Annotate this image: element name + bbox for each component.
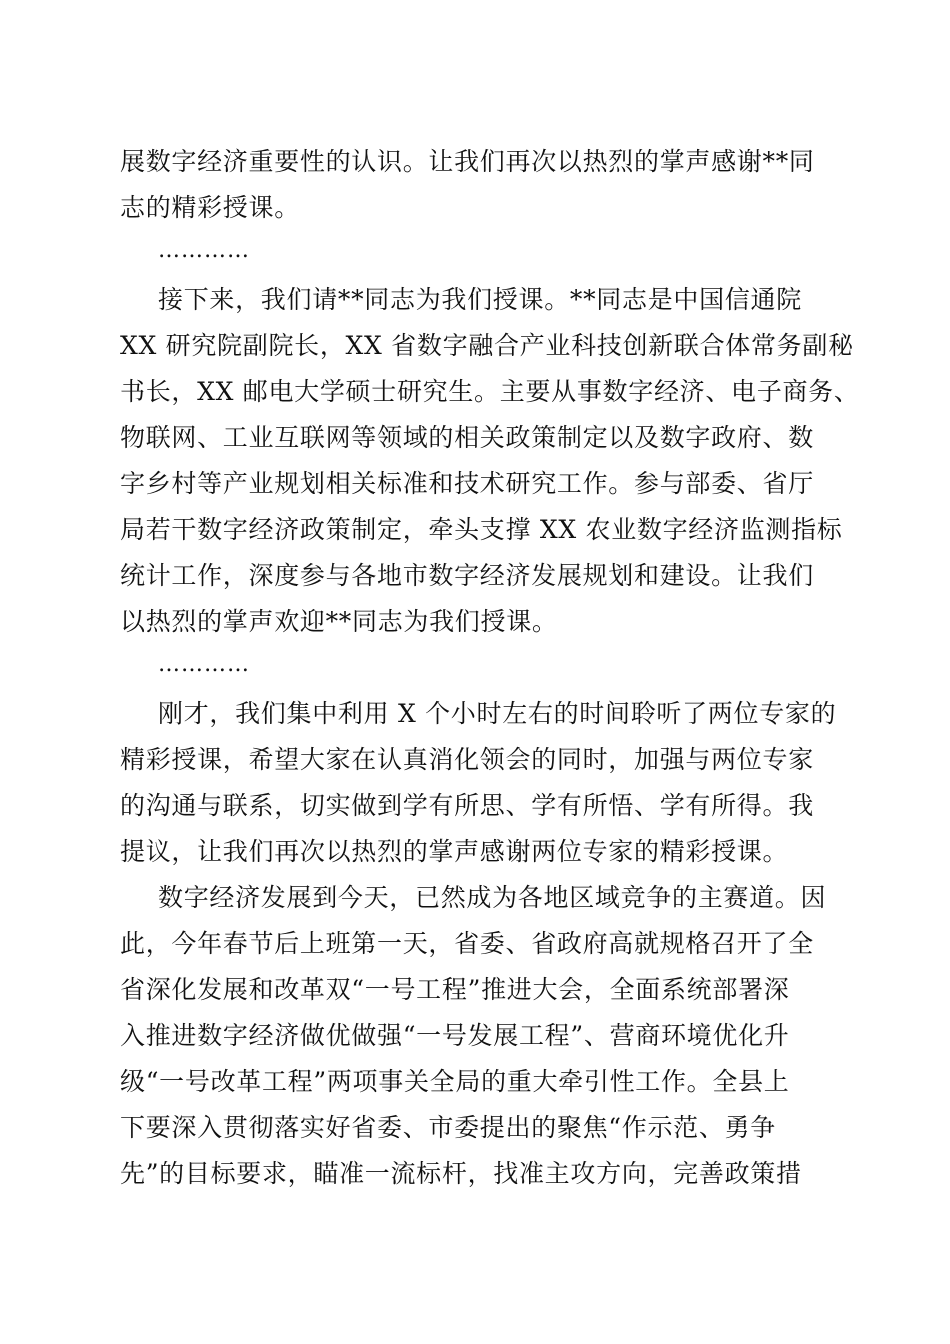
text-line: XX 研究院副院长，XX 省数字融合产业科技创新联合体常务副秘 xyxy=(120,331,854,360)
text-line: 入推进数字经济做优做强“一号发展工程”、营商环境优化升 xyxy=(120,1021,790,1050)
text-line: 局若干数字经济政策制定，牵头支撑 XX 农业数字经济监测指标 xyxy=(120,515,843,544)
text-line: 省深化发展和改革双“一号工程”推进大会，全面系统部署深 xyxy=(120,975,790,1004)
text-line: 级“一号改革工程”两项事关全局的重大牵引性工作。全县上 xyxy=(120,1067,790,1096)
text-line: 统计工作，深度参与各地市数字经济发展规划和建设。让我们 xyxy=(120,561,814,590)
text-line: 此，今年春节后上班第一天，省委、省政府高就规格召开了全 xyxy=(120,929,814,958)
text-line: 物联网、工业互联网等领域的相关政策制定以及数字政府、数 xyxy=(120,423,814,452)
text-line: 下要深入贯彻落实好省委、市委提出的聚焦“作示范、勇争 xyxy=(120,1113,776,1142)
text-line: 的沟通与联系，切实做到学有所思、学有所悟、学有所得。我 xyxy=(120,791,814,820)
paragraph-start-line: 接下来，我们请**同志为我们授课。**同志是中国信通院 xyxy=(158,285,802,314)
ellipsis-separator: ………… xyxy=(158,238,250,263)
text-line: 志的精彩授课。 xyxy=(120,193,300,222)
paragraph-start-line: 数字经济发展到今天，已然成为各地区域竞争的主赛道。因 xyxy=(158,883,827,912)
text-line: 展数字经济重要性的认识。让我们再次以热烈的掌声感谢**同 xyxy=(120,147,815,176)
text-line: 提议，让我们再次以热烈的掌声感谢两位专家的精彩授课。 xyxy=(120,837,789,866)
ellipsis-separator: ………… xyxy=(158,652,250,677)
text-line: 书长，XX 邮电大学硕士研究生。主要从事数字经济、电子商务、 xyxy=(120,377,860,406)
text-line: 精彩授课，希望大家在认真消化领会的同时，加强与两位专家 xyxy=(120,745,814,774)
text-line: 先”的目标要求，瞄准一流标杆，找准主攻方向，完善政策措 xyxy=(120,1159,802,1188)
text-line: 字乡村等产业规划相关标准和技术研究工作。参与部委、省厅 xyxy=(120,469,814,498)
paragraph-start-line: 刚才，我们集中利用 X 个小时左右的时间聆听了两位专家的 xyxy=(158,699,837,728)
text-line: 以热烈的掌声欢迎**同志为我们授课。 xyxy=(120,607,558,636)
